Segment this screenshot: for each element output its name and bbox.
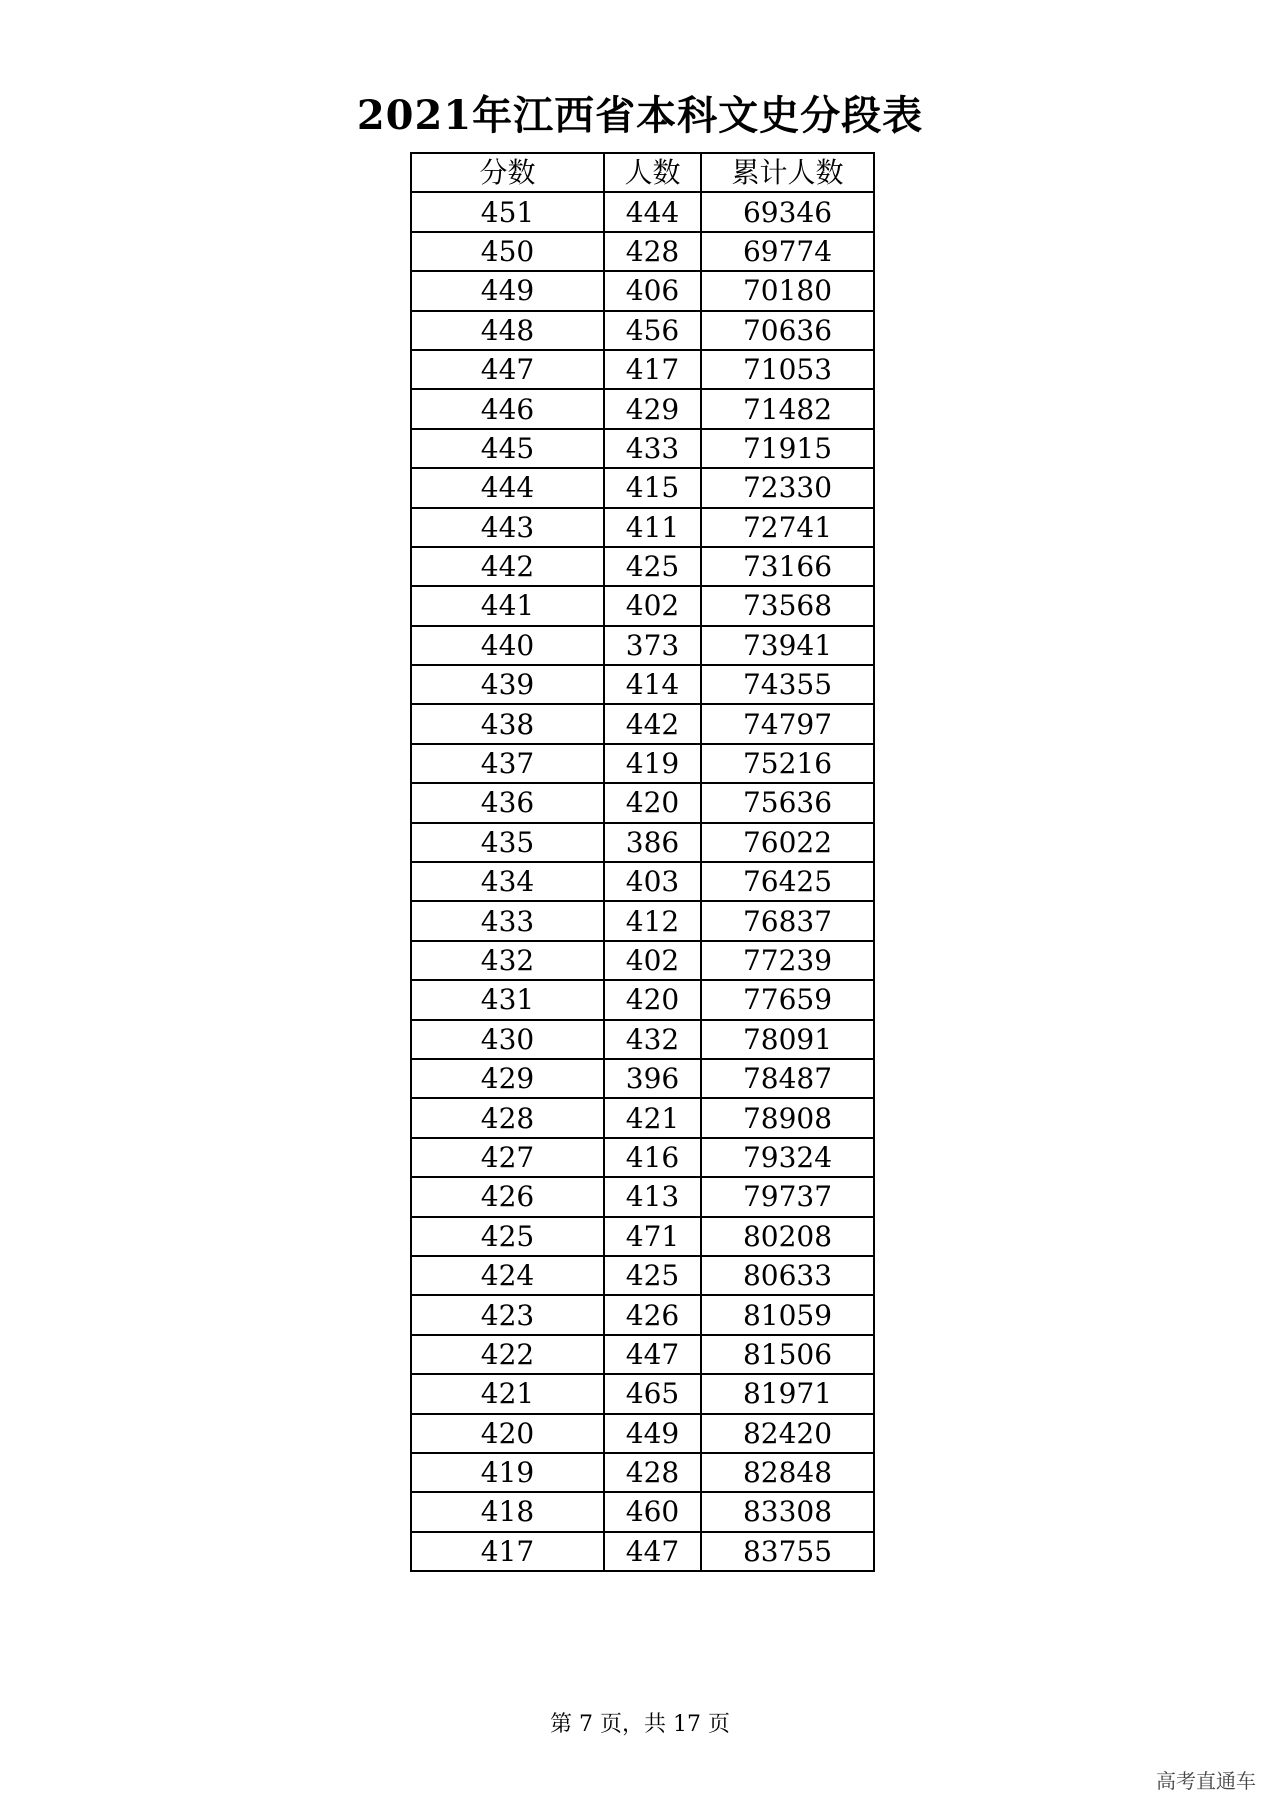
- cell-score: 442: [411, 547, 604, 586]
- cell-score: 445: [411, 429, 604, 468]
- cell-cumulative: 76837: [701, 901, 874, 940]
- table-row: [411, 232, 874, 271]
- cell-count: 396: [604, 1059, 701, 1098]
- cell-count: 403: [604, 862, 701, 901]
- cell-count: 465: [604, 1374, 701, 1413]
- cell-score: 419: [411, 1453, 604, 1492]
- cell-cumulative: 78487: [701, 1059, 874, 1098]
- table-row: [411, 1414, 874, 1453]
- cell-count: 420: [604, 980, 701, 1019]
- page-footer: 第 7 页，共 17 页: [550, 1712, 730, 1737]
- cell-cumulative: 74797: [701, 704, 874, 743]
- cell-cumulative: 82848: [701, 1453, 874, 1492]
- cell-count: 406: [604, 271, 701, 310]
- cell-count: 456: [604, 311, 701, 350]
- cell-cumulative: 74355: [701, 665, 874, 704]
- cell-count: 433: [604, 429, 701, 468]
- cell-count: 386: [604, 823, 701, 862]
- cell-count: 449: [604, 1414, 701, 1453]
- table-row: [411, 429, 874, 468]
- cell-cumulative: 79737: [701, 1177, 874, 1216]
- table-row: [411, 980, 874, 1019]
- cell-cumulative: 77239: [701, 941, 874, 980]
- cell-count: 415: [604, 468, 701, 507]
- cell-cumulative: 70636: [701, 311, 874, 350]
- table-row: [411, 311, 874, 350]
- table-row: [411, 1020, 874, 1059]
- cell-count: 420: [604, 783, 701, 822]
- table-row: [411, 1256, 874, 1295]
- cell-cumulative: 81059: [701, 1295, 874, 1334]
- page-title: 2021年江西省本科文史分段表: [356, 92, 924, 139]
- cell-score: 436: [411, 783, 604, 822]
- table-row: [411, 271, 874, 310]
- table-row: [411, 350, 874, 389]
- table-row: [411, 1177, 874, 1216]
- cell-score: 439: [411, 665, 604, 704]
- cell-score: 421: [411, 1374, 604, 1413]
- cell-score: 451: [411, 192, 604, 231]
- cell-score: 422: [411, 1335, 604, 1374]
- cell-score: 425: [411, 1217, 604, 1256]
- cell-cumulative: 75216: [701, 744, 874, 783]
- cell-score: 426: [411, 1177, 604, 1216]
- cell-score: 437: [411, 744, 604, 783]
- table-row: [411, 1217, 874, 1256]
- cell-count: 419: [604, 744, 701, 783]
- cell-cumulative: 80208: [701, 1217, 874, 1256]
- cell-cumulative: 69774: [701, 232, 874, 271]
- cell-count: 417: [604, 350, 701, 389]
- table-body: [411, 192, 874, 1571]
- cell-cumulative: 81971: [701, 1374, 874, 1413]
- cell-cumulative: 78091: [701, 1020, 874, 1059]
- table-row: [411, 192, 874, 231]
- cell-cumulative: 77659: [701, 980, 874, 1019]
- table-row: [411, 1295, 874, 1334]
- cell-count: 429: [604, 389, 701, 428]
- cell-cumulative: 80633: [701, 1256, 874, 1295]
- cell-score: 440: [411, 626, 604, 665]
- cell-cumulative: 76425: [701, 862, 874, 901]
- cell-count: 373: [604, 626, 701, 665]
- cell-cumulative: 73941: [701, 626, 874, 665]
- cell-score: 435: [411, 823, 604, 862]
- cell-count: 442: [604, 704, 701, 743]
- cell-score: 446: [411, 389, 604, 428]
- cell-cumulative: 81506: [701, 1335, 874, 1374]
- cell-score: 427: [411, 1138, 604, 1177]
- cell-count: 402: [604, 941, 701, 980]
- cell-score: 443: [411, 508, 604, 547]
- table-row: [411, 1532, 874, 1571]
- cell-cumulative: 72741: [701, 508, 874, 547]
- cell-score: 428: [411, 1098, 604, 1137]
- table-row: [411, 862, 874, 901]
- cell-score: 420: [411, 1414, 604, 1453]
- cell-count: 432: [604, 1020, 701, 1059]
- cell-count: 426: [604, 1295, 701, 1334]
- cell-score: 418: [411, 1492, 604, 1531]
- cell-cumulative: 76022: [701, 823, 874, 862]
- cell-count: 414: [604, 665, 701, 704]
- table-header-row: [411, 153, 874, 192]
- cell-cumulative: 75636: [701, 783, 874, 822]
- table-row: [411, 783, 874, 822]
- cell-cumulative: 69346: [701, 192, 874, 231]
- cell-cumulative: 71482: [701, 389, 874, 428]
- cell-count: 428: [604, 232, 701, 271]
- cell-score: 417: [411, 1532, 604, 1571]
- watermark: 高考直通车: [1156, 1769, 1256, 1793]
- cell-score: 431: [411, 980, 604, 1019]
- cell-score: 448: [411, 311, 604, 350]
- cell-cumulative: 82420: [701, 1414, 874, 1453]
- table-row: [411, 468, 874, 507]
- cell-cumulative: 83755: [701, 1532, 874, 1571]
- cell-score: 444: [411, 468, 604, 507]
- table-row: [411, 823, 874, 862]
- cell-cumulative: 73166: [701, 547, 874, 586]
- table-row: [411, 626, 874, 665]
- cell-cumulative: 70180: [701, 271, 874, 310]
- cell-count: 412: [604, 901, 701, 940]
- table-row: [411, 1492, 874, 1531]
- cell-cumulative: 71053: [701, 350, 874, 389]
- cell-count: 421: [604, 1098, 701, 1137]
- column-header-cumulative: 累计人数: [701, 153, 874, 192]
- cell-count: 447: [604, 1335, 701, 1374]
- table-row: [411, 547, 874, 586]
- cell-score: 423: [411, 1295, 604, 1334]
- cell-count: 411: [604, 508, 701, 547]
- cell-count: 416: [604, 1138, 701, 1177]
- table-row: [411, 1374, 874, 1413]
- cell-score: 450: [411, 232, 604, 271]
- cell-count: 402: [604, 586, 701, 625]
- cell-score: 430: [411, 1020, 604, 1059]
- cell-cumulative: 73568: [701, 586, 874, 625]
- score-table: [410, 152, 875, 1572]
- table-row: [411, 665, 874, 704]
- cell-cumulative: 71915: [701, 429, 874, 468]
- table-row: [411, 1059, 874, 1098]
- table-row: [411, 1138, 874, 1177]
- table-row: [411, 941, 874, 980]
- column-header-count: 人数: [604, 153, 701, 192]
- cell-cumulative: 78908: [701, 1098, 874, 1137]
- cell-score: 434: [411, 862, 604, 901]
- cell-score: 447: [411, 350, 604, 389]
- cell-score: 441: [411, 586, 604, 625]
- table-row: [411, 1335, 874, 1374]
- table-row: [411, 901, 874, 940]
- cell-count: 460: [604, 1492, 701, 1531]
- cell-cumulative: 72330: [701, 468, 874, 507]
- table-row: [411, 704, 874, 743]
- column-header-score: 分数: [411, 153, 604, 192]
- cell-count: 447: [604, 1532, 701, 1571]
- table-row: [411, 1453, 874, 1492]
- cell-score: 429: [411, 1059, 604, 1098]
- cell-score: 432: [411, 941, 604, 980]
- cell-count: 425: [604, 1256, 701, 1295]
- cell-score: 433: [411, 901, 604, 940]
- table-row: [411, 586, 874, 625]
- cell-count: 413: [604, 1177, 701, 1216]
- cell-cumulative: 79324: [701, 1138, 874, 1177]
- cell-score: 438: [411, 704, 604, 743]
- cell-score: 449: [411, 271, 604, 310]
- table-row: [411, 744, 874, 783]
- cell-count: 428: [604, 1453, 701, 1492]
- cell-cumulative: 83308: [701, 1492, 874, 1531]
- cell-count: 471: [604, 1217, 701, 1256]
- table-row: [411, 508, 874, 547]
- cell-count: 444: [604, 192, 701, 231]
- cell-count: 425: [604, 547, 701, 586]
- table-row: [411, 1098, 874, 1137]
- cell-score: 424: [411, 1256, 604, 1295]
- table-row: [411, 389, 874, 428]
